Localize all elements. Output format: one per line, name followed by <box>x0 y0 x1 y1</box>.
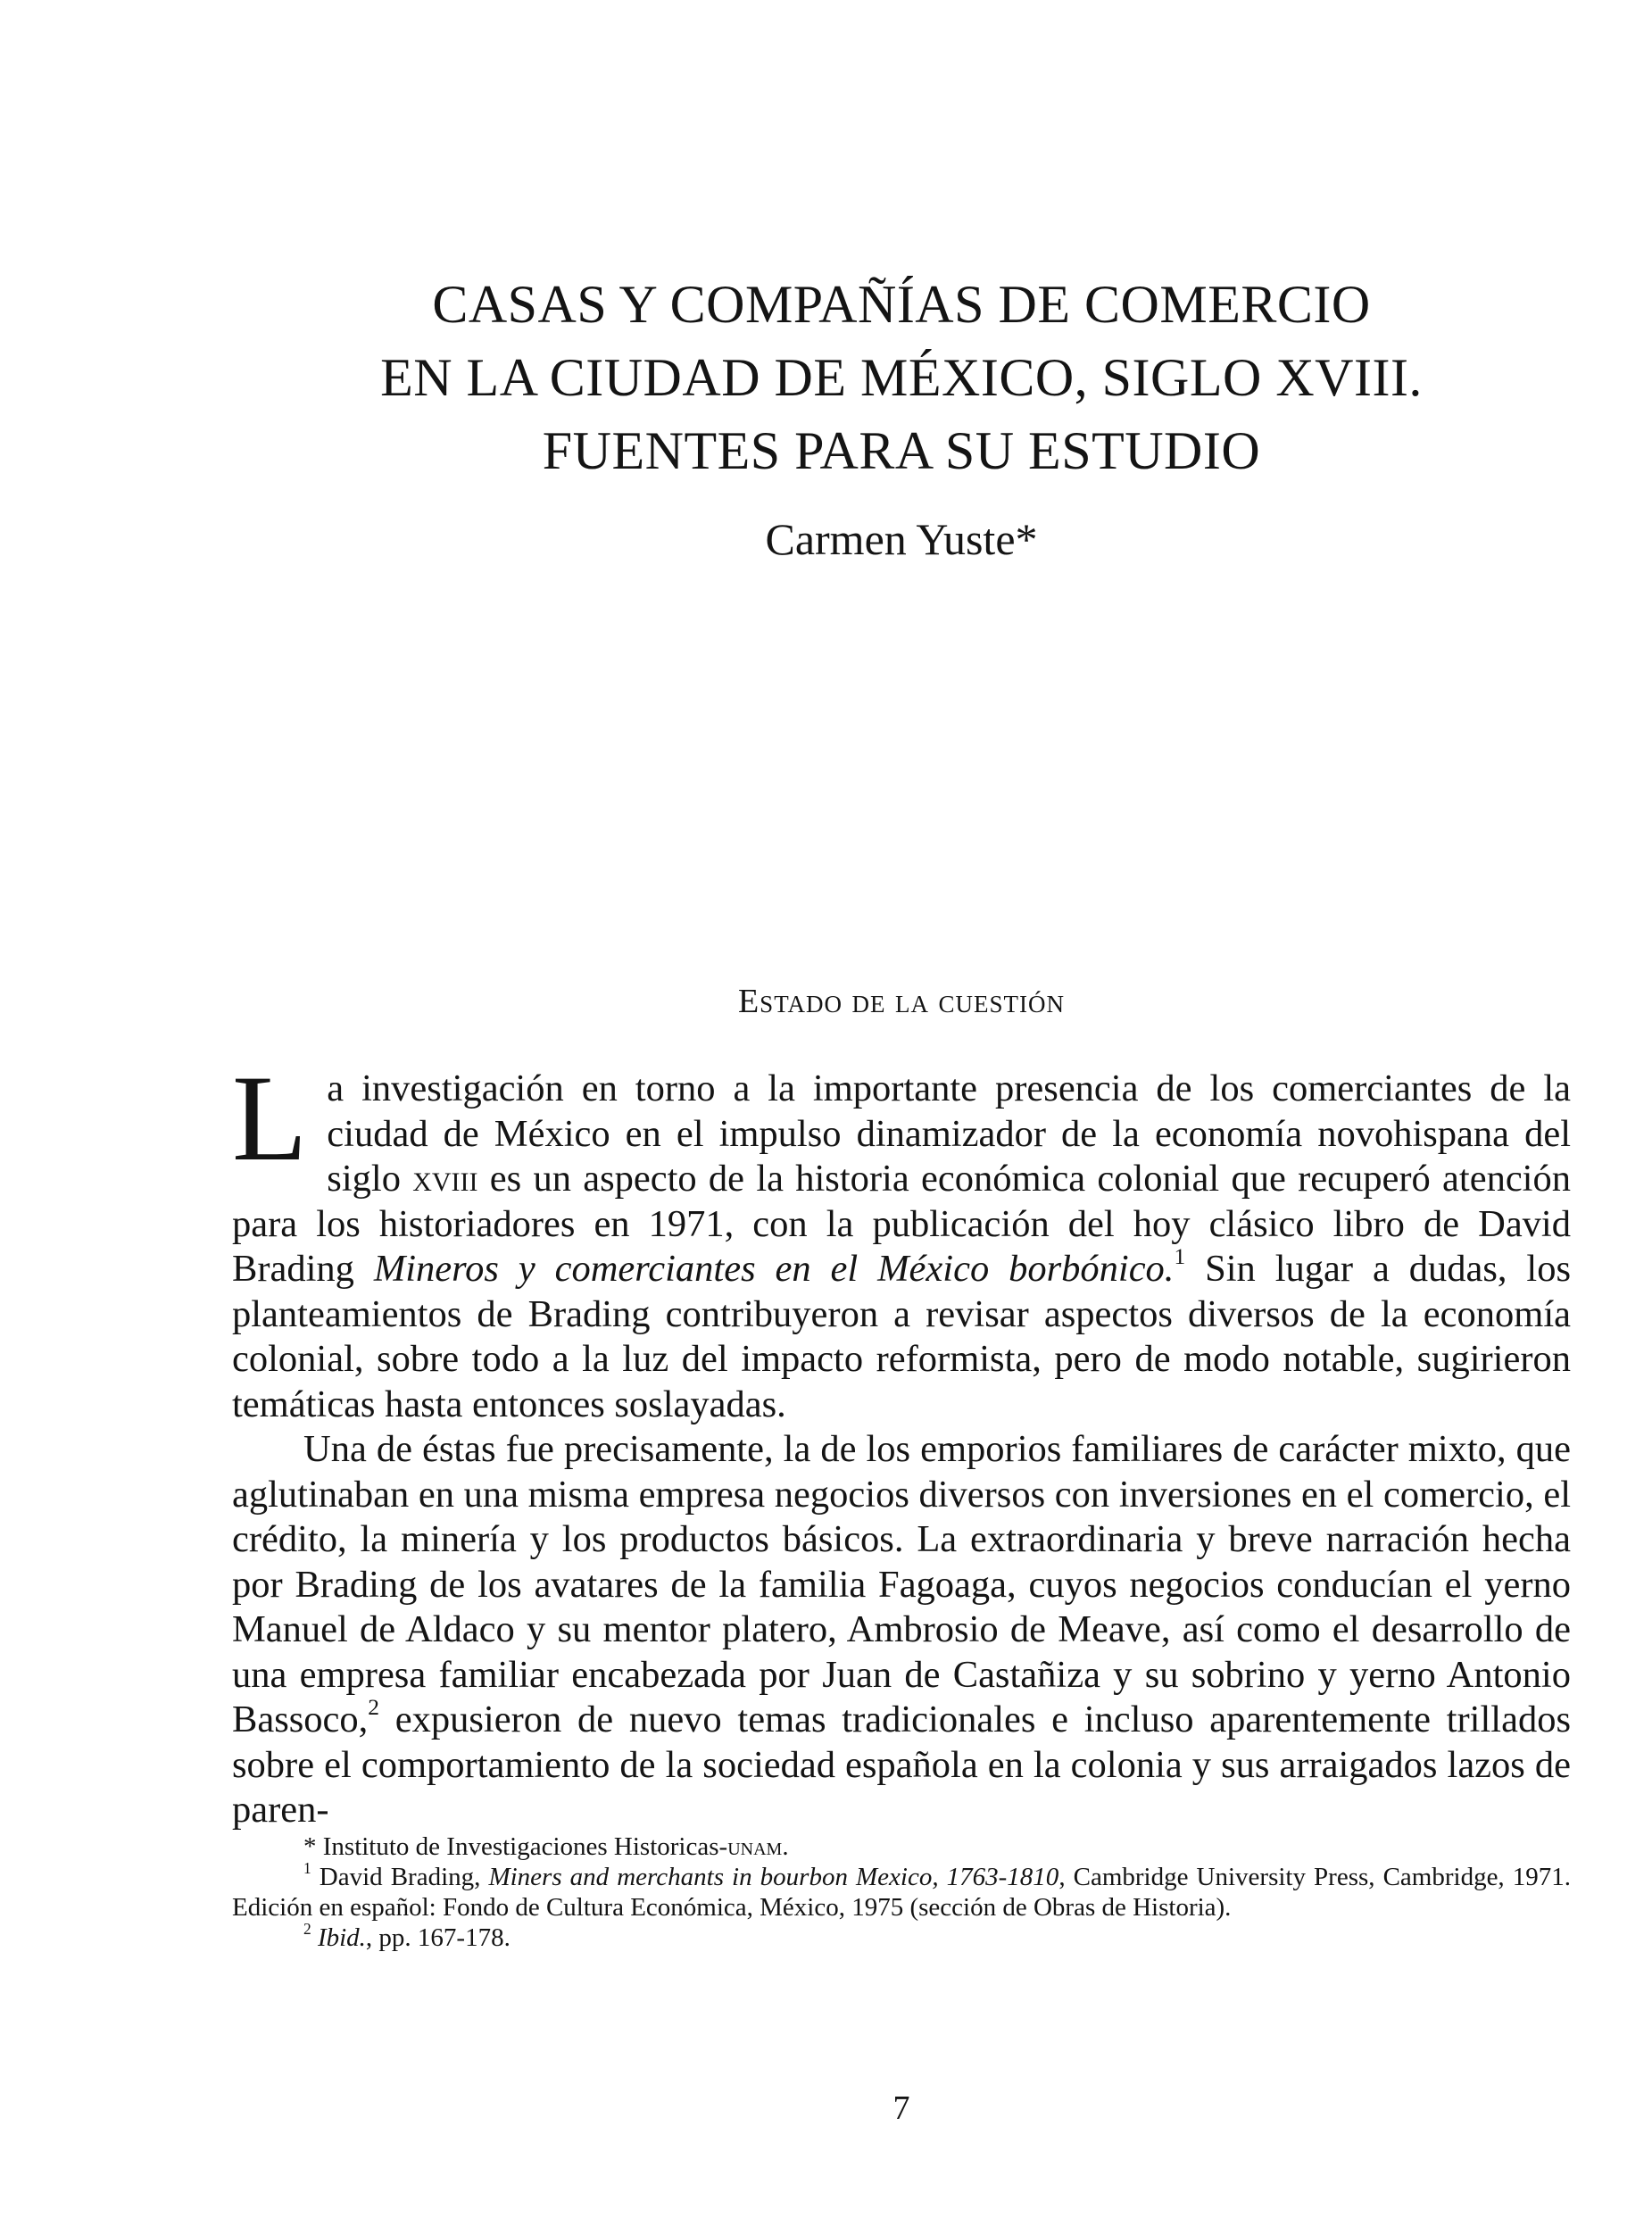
paragraph-2-text-a: Una de éstas fue precisamente, la de los emporios familiares de carácter mixto, que aglutinaban en una misma empresa negocios diversos con inversiones en el comercio, el crédito, la minería y los productos básicos. La extraordinaria y breve narración hecha por Brading de los avatares de la familia Fagoaga, cuyos negocios conducían el yerno Manuel de Aldaco y su mentor platero, Ambrosio de Meave, así como el desarrollo de una empresa familiar encabezada por Juan de Castañiza y su sobrino y yerno Antonio Bassoco, <box>232 1428 1572 1740</box>
page-number: 7 <box>892 2089 910 2127</box>
body-text <box>232 1050 1572 1833</box>
footnote-2-ibid: Ibid. <box>317 1923 366 1952</box>
footnote-2-text: , pp. 167-178. <box>365 1923 511 1952</box>
footnote-1-text-b: , Cambridge University Press, Cambridge, 1971. Edición en español: Fondo de Cultura Económica, México, 1975 (sección de Obras de Historia). <box>232 1863 1571 1922</box>
article-title <box>232 268 1571 487</box>
institution-acronym: unam <box>727 1832 783 1861</box>
paragraph-2 <box>232 1427 1571 1833</box>
footnote-author <box>232 1831 1571 1862</box>
footnote-ref-2[interactable]: 2 <box>368 1693 380 1720</box>
title-line-3: FUENTES PARA SU ESTUDIO <box>542 421 1261 480</box>
paragraph-1 <box>232 1050 1572 1427</box>
footnote-1-text-a: David Brading, <box>311 1863 489 1891</box>
title-line-2: EN LA CIUDAD DE MÉXICO, SIGLO XVIII. <box>380 348 1423 407</box>
paragraph-1-text-c: Sin lugar a dudas, los planteamientos de Brading contribuyeron a revisar aspectos diversos de la economía colonial, sobre todo a la luz del impacto reformista, pero de modo notable, sugirieron temáticas hasta entonces soslayadas. <box>232 1248 1572 1425</box>
paragraph-2-text-b: expusieron de nuevo temas tradicionales e incluso aparentemente trillados sobre el comportamiento de la sociedad española en la colonia y sus arraigados lazos de paren- <box>232 1699 1571 1831</box>
footnote-author-end: . <box>782 1832 789 1861</box>
section-heading: Estado de la cuestión <box>737 983 1066 1020</box>
paragraph-1-text-a: a investigación en torno a la importante presencia de los comerciantes de la ciudad de México en el impulso dinamizador de la economía novohispana del siglo <box>327 1067 1571 1200</box>
footnote-marker-1: 1 <box>303 1858 311 1877</box>
footnote-marker-star: * <box>303 1832 317 1861</box>
footnotes <box>232 1831 1571 1953</box>
footnote-1 <box>232 1858 1571 1923</box>
author-name: Carmen Yuste* <box>765 514 1038 564</box>
book-title: Mineros y comerciantes en el México borbónico. <box>373 1248 1175 1290</box>
footnote-ref-1[interactable]: 1 <box>1174 1242 1186 1269</box>
footnote-author-text: Instituto de Investigaciones Historicas- <box>316 1832 728 1861</box>
footnote-2 <box>232 1919 1571 1953</box>
title-line-1: CASAS Y COMPAÑÍAS DE COMERCIO <box>432 275 1371 334</box>
footnote-marker-2: 2 <box>303 1919 311 1938</box>
drop-cap: L <box>232 1050 308 1186</box>
century-numeral: xviii <box>412 1158 478 1200</box>
paragraph-1-text-b: es un aspecto de la historia económica colonial que recuperó atención para los historiadores en 1971, con la publicación del hoy clásico libro de David Brading <box>232 1158 1571 1290</box>
footnote-1-book-title: Miners and merchants in bourbon Mexico, 1763-1810 <box>488 1863 1059 1891</box>
